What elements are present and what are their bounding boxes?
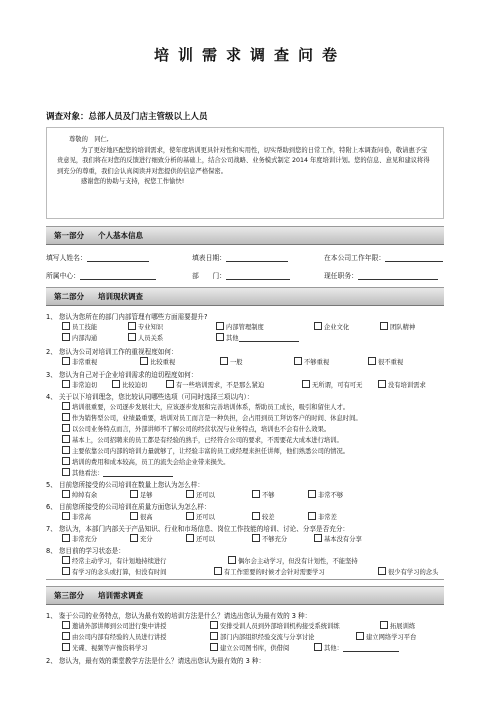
option[interactable]: 邀请外部讲师到公司进行集中讲授: [62, 621, 166, 630]
position-field[interactable]: [358, 271, 438, 280]
checkbox-icon: [62, 333, 70, 341]
checkbox-icon: [62, 424, 70, 432]
option[interactable]: 非常差: [308, 512, 337, 521]
checkbox-icon: [210, 621, 218, 629]
section-label: 第一部分: [54, 231, 84, 240]
date-label: 填表日期：: [192, 254, 226, 262]
option[interactable]: 人员关系: [128, 333, 163, 342]
checkbox-icon: [216, 322, 224, 330]
option[interactable]: 安排受训人员到外部培训机构接受系统训练: [210, 621, 340, 630]
name-label: 填写人姓名：: [46, 254, 87, 262]
question-2: 2、 您认为公司对培训工作的重视程度如何：: [46, 348, 178, 356]
checkbox-icon: [314, 534, 322, 542]
checkbox-icon: [302, 380, 310, 388]
other-field[interactable]: [239, 333, 299, 342]
checkbox-icon: [294, 357, 302, 365]
option[interactable]: 有学习的念头或打算，但没有时间: [62, 567, 166, 576]
question-1: 1、 您认为您所在的部门内部管理有哪些方面需要提升?: [46, 313, 208, 321]
checkbox-icon: [186, 534, 194, 542]
name-field[interactable]: [87, 253, 149, 262]
checkbox-icon: [62, 534, 70, 542]
section-title: 个人基本信息: [98, 231, 143, 240]
checkbox-icon: [128, 322, 136, 330]
option[interactable]: 有一些培训需求，不是那么紧迫: [166, 380, 264, 389]
checkbox-icon: [62, 643, 70, 651]
checkbox-icon: [62, 457, 70, 465]
option-other[interactable]: 其他：: [314, 643, 399, 652]
checkbox-icon: [62, 402, 70, 410]
survey-target: 调查对象：总部人员及门店主管级以上人员: [46, 112, 208, 122]
option[interactable]: 非常充分: [62, 534, 97, 543]
option[interactable]: 一般: [220, 357, 243, 366]
option[interactable]: 员工技能: [62, 322, 97, 331]
option[interactable]: 还可以: [186, 512, 215, 521]
center-field[interactable]: [80, 271, 156, 280]
other-field[interactable]: [343, 643, 399, 652]
option[interactable]: 非常迫切: [62, 380, 97, 389]
checkbox-icon: [62, 632, 70, 640]
checkbox-icon: [252, 490, 260, 498]
question-3: 3、 您认为自己对于企业培训需求的迫切程度如何：: [46, 371, 198, 379]
checkbox-icon: [186, 490, 194, 498]
option[interactable]: 不够重视: [294, 357, 329, 366]
checkbox-icon: [62, 512, 70, 520]
needs-question-2: 2、 您认为，最有效的课堂教学方法是什么？请选出您认为最有效的 3 种：: [46, 657, 266, 665]
section-training-needs: [46, 586, 444, 605]
checkbox-icon: [378, 380, 386, 388]
checkbox-icon: [380, 322, 388, 330]
checkbox-icon: [314, 322, 322, 330]
option[interactable]: 绰绰有余: [62, 490, 97, 499]
option[interactable]: 团队精神: [380, 322, 415, 331]
option[interactable]: 非常重视: [62, 357, 97, 366]
date-field[interactable]: [226, 253, 288, 262]
checkbox-icon: [308, 512, 316, 520]
q4-option[interactable]: 以公司业务特点而言，外部讲师不了解公司的经营状况与业务特点，培训也不会有什么效果。: [62, 424, 330, 433]
q4-option[interactable]: 培训很重要，公司逐步发展壮大，应该逐步发展和完善培训体系，帮助员工成长，吸引和留住人才。: [62, 402, 349, 411]
checkbox-icon: [378, 567, 386, 575]
option[interactable]: 很不重视: [368, 357, 403, 366]
checkbox-icon: [166, 380, 174, 388]
checkbox-icon: [210, 643, 218, 651]
checkbox-icon: [62, 621, 70, 629]
option[interactable]: 偶尔会主动学习，但没有计划性，不能坚持: [228, 556, 358, 565]
other-field[interactable]: [103, 468, 173, 477]
checkbox-icon: [140, 357, 148, 365]
q4-option-other[interactable]: 其他看法：: [62, 468, 173, 477]
checkbox-icon: [314, 643, 322, 651]
option[interactable]: 很高: [130, 512, 153, 521]
checkbox-icon: [130, 534, 138, 542]
option[interactable]: 内部管理制度: [216, 322, 264, 331]
question-7: 7、 您认为，本部门内部关于产品知识、行业和市场信息、岗位工作技能的培训、讨论、分享是否充分：: [46, 525, 350, 533]
option-other[interactable]: 其他: [216, 333, 299, 342]
question-4: 4、 关于以下培训理念，您比较认同哪些选项（可同时选择三项以内）：: [46, 393, 254, 401]
years-field[interactable]: [385, 253, 443, 262]
option[interactable]: 还可以: [186, 490, 215, 499]
option[interactable]: 还可以: [186, 534, 215, 543]
option[interactable]: 比较迫切: [112, 380, 147, 389]
checkbox-icon: [62, 435, 70, 443]
checkbox-icon: [130, 490, 138, 498]
checkbox-icon: [62, 567, 70, 575]
option[interactable]: 非常不够: [308, 490, 343, 499]
checkbox-icon: [308, 490, 316, 498]
checkbox-icon: [62, 446, 70, 454]
q4-option[interactable]: 培训的费用和成本较高，员工的流失会给企业带来损失。: [62, 457, 229, 466]
checkbox-icon: [380, 621, 388, 629]
checkbox-icon: [130, 512, 138, 520]
checkbox-icon: [62, 490, 70, 498]
q4-option[interactable]: 作为销售型公司，业绩最重要，培训对员工而言是一种负担，会占用到员工拜访客户的时间、休息时间。: [62, 413, 362, 422]
option[interactable]: 建立网络学习平台: [356, 632, 416, 641]
checkbox-icon: [252, 534, 260, 542]
option[interactable]: 不够: [252, 490, 275, 499]
checkbox-icon: [368, 357, 376, 365]
section-label: 第二部分: [54, 292, 84, 301]
section-label: 第三部分: [54, 591, 84, 600]
q4-option[interactable]: 基本上，公司招聘来的员工都是有经验的熟手，已经符合公司的要求，不需要花大成本进行培训。: [62, 435, 343, 444]
option[interactable]: 企业文化: [314, 322, 349, 331]
checkbox-icon: [128, 333, 136, 341]
section-basic-info: [46, 226, 444, 245]
checkbox-icon: [210, 632, 218, 640]
option[interactable]: 拓展训练: [380, 621, 415, 630]
checkbox-icon: [62, 413, 70, 421]
option[interactable]: 比较重视: [140, 357, 175, 366]
dept-label: 部 门：: [192, 272, 226, 280]
checkbox-icon: [62, 380, 70, 388]
letter-body: 为了更好地匹配您的培训需求，使年度培训更具针对性和实用性，切实帮助到您的日常工作，特附上本调查问卷，敬请惠予宝贵意见，我们将在对您的反馈进行细致分析的基础上，结合公司战略、业务模式制定 2014 年度培训计划。您的信息、意见和建议将得到充分的尊重，我们会认真阅读并对您提供的信息严格保密。: [57, 146, 430, 175]
checkbox-icon: [62, 322, 70, 330]
question-8: 8、 您目前的学习状态是：: [46, 547, 125, 555]
option[interactable]: 建立公司图书库，供借阅: [210, 643, 289, 652]
section-title: 培训现状调查: [98, 292, 143, 301]
option[interactable]: 经常主动学习，有计划地持续进行: [62, 556, 166, 565]
checkbox-icon: [214, 567, 222, 575]
dept-field[interactable]: [226, 271, 290, 280]
checkbox-icon: [356, 632, 364, 640]
letter-thanks: 感谢您的协助与支持，祝您工作愉快!: [81, 178, 185, 186]
option[interactable]: 由公司内部有经验的人员进行讲授: [62, 632, 166, 641]
option[interactable]: 不够充分: [252, 534, 287, 543]
question-5: 5、 目前您所接受的公司培训在数量上您认为怎么样：: [46, 481, 204, 489]
option[interactable]: 专业知识: [128, 322, 163, 331]
letter-greeting: 尊敬的 同仁,: [69, 136, 109, 143]
option[interactable]: 足够: [130, 490, 153, 499]
position-label: 现任职务：: [324, 272, 358, 280]
option[interactable]: 光碟、视频等声像资料学习: [62, 643, 148, 652]
option[interactable]: 部门内部组织经验交流与分享讨论: [210, 632, 314, 641]
option[interactable]: 内部沟通: [62, 333, 97, 342]
section-title: 培训需求调查: [98, 591, 143, 600]
checkbox-icon: [228, 556, 236, 564]
q4-option[interactable]: 主要依靠公司内部的培训力量就够了，让经验丰富的员工或经理来担任讲师，他们熟悉公司的情况。: [62, 446, 349, 455]
option[interactable]: 较差: [252, 512, 275, 521]
checkbox-icon: [62, 556, 70, 564]
center-label: 所属中心：: [46, 272, 80, 280]
checkbox-icon: [62, 468, 70, 476]
option[interactable]: 有工作需要的时候才会针对需要学习: [214, 567, 325, 576]
question-6: 6、 目前您所接受的公司培训在质量方面您认为怎么样：: [46, 503, 211, 511]
checkbox-icon: [216, 333, 224, 341]
checkbox-icon: [186, 512, 194, 520]
option[interactable]: 非常高: [62, 512, 91, 521]
option[interactable]: 没有培训需求: [378, 380, 426, 389]
checkbox-icon: [112, 380, 120, 388]
checkbox-icon: [220, 357, 228, 365]
years-label: 在本公司工作年限：: [324, 254, 386, 262]
option[interactable]: 基本没有分享: [314, 534, 362, 543]
divider: [46, 579, 444, 580]
checkbox-icon: [62, 357, 70, 365]
intro-letter: [46, 127, 444, 219]
option[interactable]: 无所谓，可有可无: [302, 380, 362, 389]
checkbox-icon: [252, 512, 260, 520]
section-training-status: [46, 287, 444, 306]
needs-question-1: 1、 鉴于公司的业务特点，您认为最有效的培训方法是什么？请选出您认为最有效的 3 种：: [46, 612, 312, 620]
option[interactable]: 很少有学习的念头: [378, 567, 438, 576]
option[interactable]: 充分: [130, 534, 153, 543]
page-title: 培训需求调查问卷: [153, 46, 346, 64]
